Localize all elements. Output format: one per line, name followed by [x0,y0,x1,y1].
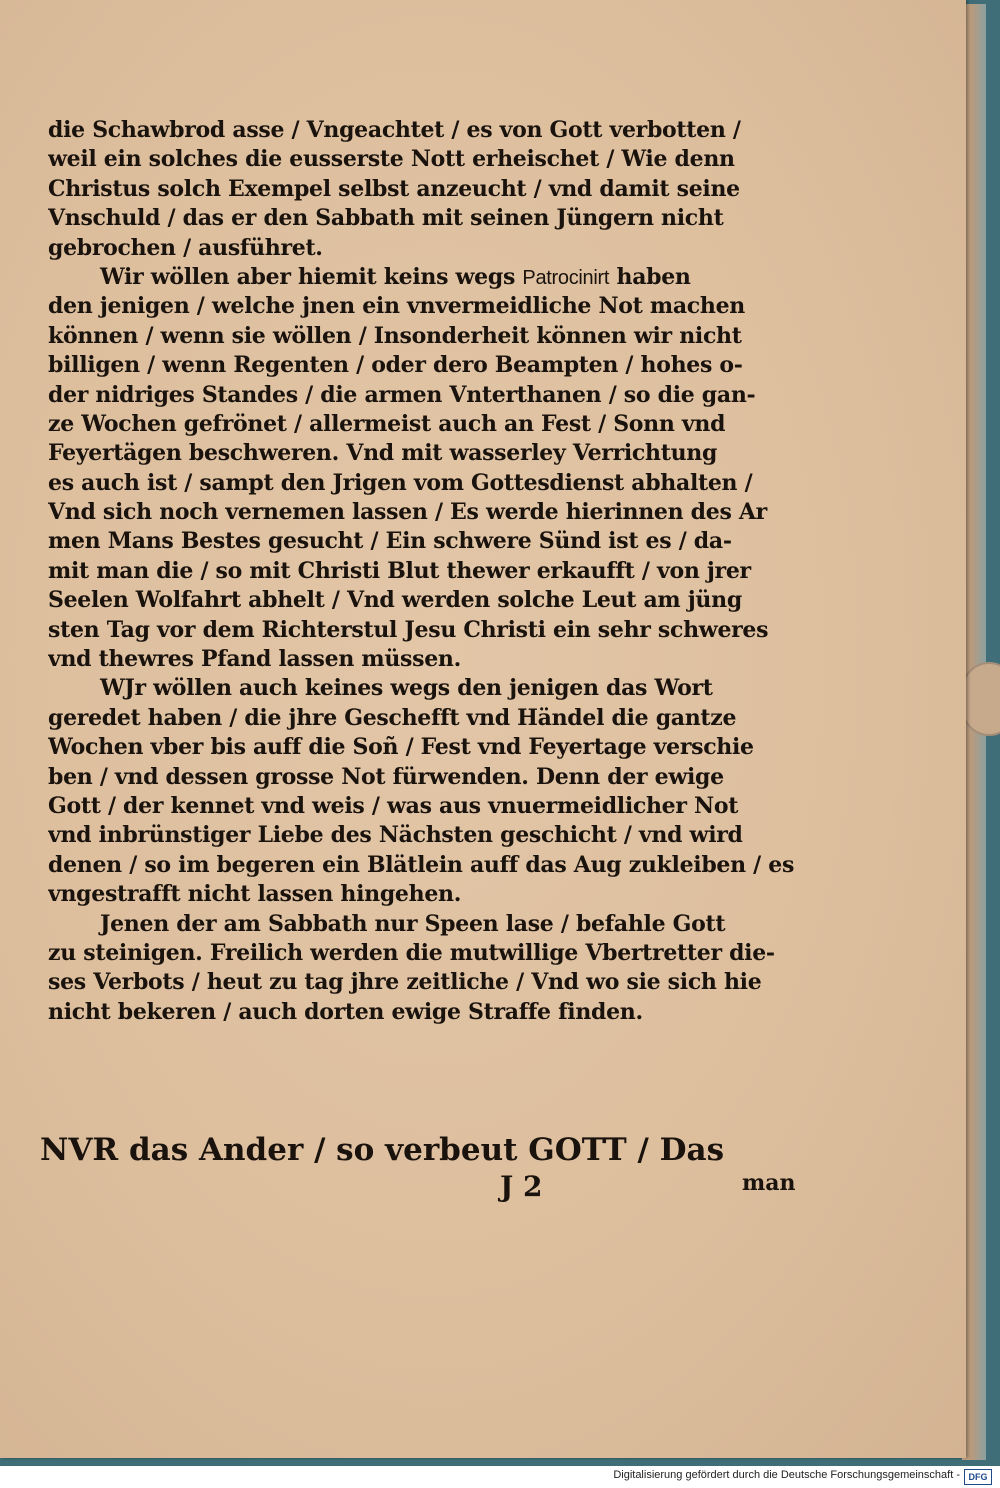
text-line-body: men Mans Bestes gesucht / Ein schwere Sünd ist es / da- [48,528,732,555]
footer-bar [0,1466,1000,1488]
text-line [48,733,808,762]
body-text [48,116,808,1027]
closing-line: NVR das Ander / so verbeut GOTT / Das [40,1132,725,1168]
text-line-body: es auch ist / sampt den Jrigen vom Gottesdienst abhalten / [48,469,753,496]
text-line-body: billigen / wenn Regenten / oder dero Beampten / hohes o- [48,352,743,379]
text-line [48,792,808,821]
text-line-body: Wir wöllen aber hiemit keins wegs [100,263,516,290]
text-line [48,410,808,439]
text-line [48,645,808,674]
text-line-body: weil ein solches die eusserste Nott erheischet / Wie denn [48,146,735,173]
text-line-body: die Schawbrod asse / Vngeachtet / es von Gott verbotten / [48,117,741,143]
text-line-body: Wochen vber bis auff die Soñ / Fest vnd Feyertage verschie [48,734,754,761]
dfg-logo-icon: DFG [964,1469,992,1485]
text-line-body: der nidriges Standes / die armen Vnterthanen / so die gan- [48,381,756,408]
text-line [48,704,808,733]
text-line-body: ses Verbots / heut zu tag jhre zeitliche / Vnd wo sie sich hie [48,969,762,996]
text-line-body: nicht bekeren / auch dorten ewige Straffe finden. [48,998,643,1025]
text-line [48,586,808,615]
text-line [48,351,808,380]
text-line [48,616,808,645]
text-line [48,322,808,351]
text-line [48,851,808,880]
text-line-body: ze Wochen gefrönet / allermeist auch an Fest / Sonn vnd [48,410,726,437]
text-line [48,557,808,586]
text-line [48,821,808,850]
text-line-body: mit man die / so mit Christi Blut thewer erkaufft / von jrer [48,557,751,584]
text-line [48,292,808,321]
signature-mark: J 2 [500,1170,543,1203]
text-line-body: Seelen Wolfahrt abhelt / Vnd werden solche Leut am jüng [48,587,742,614]
text-line [48,175,808,204]
text-line [48,498,808,527]
text-line-body: denen / so im begeren ein Blätlein auff das Aug zukleiben / es [48,851,795,878]
funding-note: Digitalisierung gefördert durch die Deutsche Forschungsgemeinschaft - [613,1469,960,1481]
latin-word: Patrocinirt [522,266,610,289]
text-line-tail: haben [609,263,691,290]
text-line [48,469,808,498]
text-line-body: Vnschuld / das er den Sabbath mit seinen Jüngern nicht [48,205,724,232]
text-line-body: ben / vnd dessen grosse Not fürwenden. Denn der ewige [48,763,724,790]
text-line-body: vnd thewres Pfand lassen müssen. [48,646,461,673]
text-line-body: Jenen der am Sabbath nur Speen lase / befahle Gott [100,910,726,937]
text-line [48,674,808,703]
catchword: man [742,1170,796,1196]
closing-section [40,1130,810,1210]
text-line [48,204,808,233]
text-line [48,939,808,968]
text-line-body: WJr wöllen auch keines wegs den jenigen das Wort [100,675,713,702]
text-line [48,763,808,792]
text-line-body: vnd inbrünstiger Liebe des Nächsten geschicht / vnd wird [48,822,743,849]
text-line-body: gebrochen / ausführet. [48,234,323,261]
text-line-body: Feyertägen beschweren. Vnd mit wasserley Verrichtung [48,440,718,467]
signature-row [40,1170,810,1210]
text-line [48,998,808,1027]
text-line-body: zu steinigen. Freilich werden die mutwillige Vbertretter die- [48,939,775,966]
text-line [48,263,808,292]
text-line [48,968,808,997]
text-line-body: sten Tag vor dem Richterstul Jesu Christi ein sehr schweres [48,616,769,643]
text-line-body: geredet haben / die jhre Geschefft vnd Händel die gantze [48,704,737,731]
text-line-body: Christus solch Exempel selbst anzeucht / vnd damit seine [48,175,740,202]
binding-tab [962,662,1000,736]
text-line [48,145,808,174]
text-line [48,381,808,410]
text-line-body: den jenigen / welche jnen ein vnvermeidliche Not machen [48,293,745,320]
text-line [48,910,808,939]
text-line [48,439,808,468]
text-line-body: vngestrafft nicht lassen hingehen. [48,881,462,908]
text-line [48,234,808,263]
text-line-body: Gott / der kennet vnd weis / was aus vnuermeidlicher Not [48,792,739,819]
text-line [48,527,808,556]
text-line-body: Vnd sich noch vernemen lassen / Es werde hierinnen des Ar [48,499,767,526]
text-line-body: können / wenn sie wöllen / Insonderheit können wir nicht [48,322,742,349]
text-line [48,116,808,145]
text-line [48,880,808,909]
